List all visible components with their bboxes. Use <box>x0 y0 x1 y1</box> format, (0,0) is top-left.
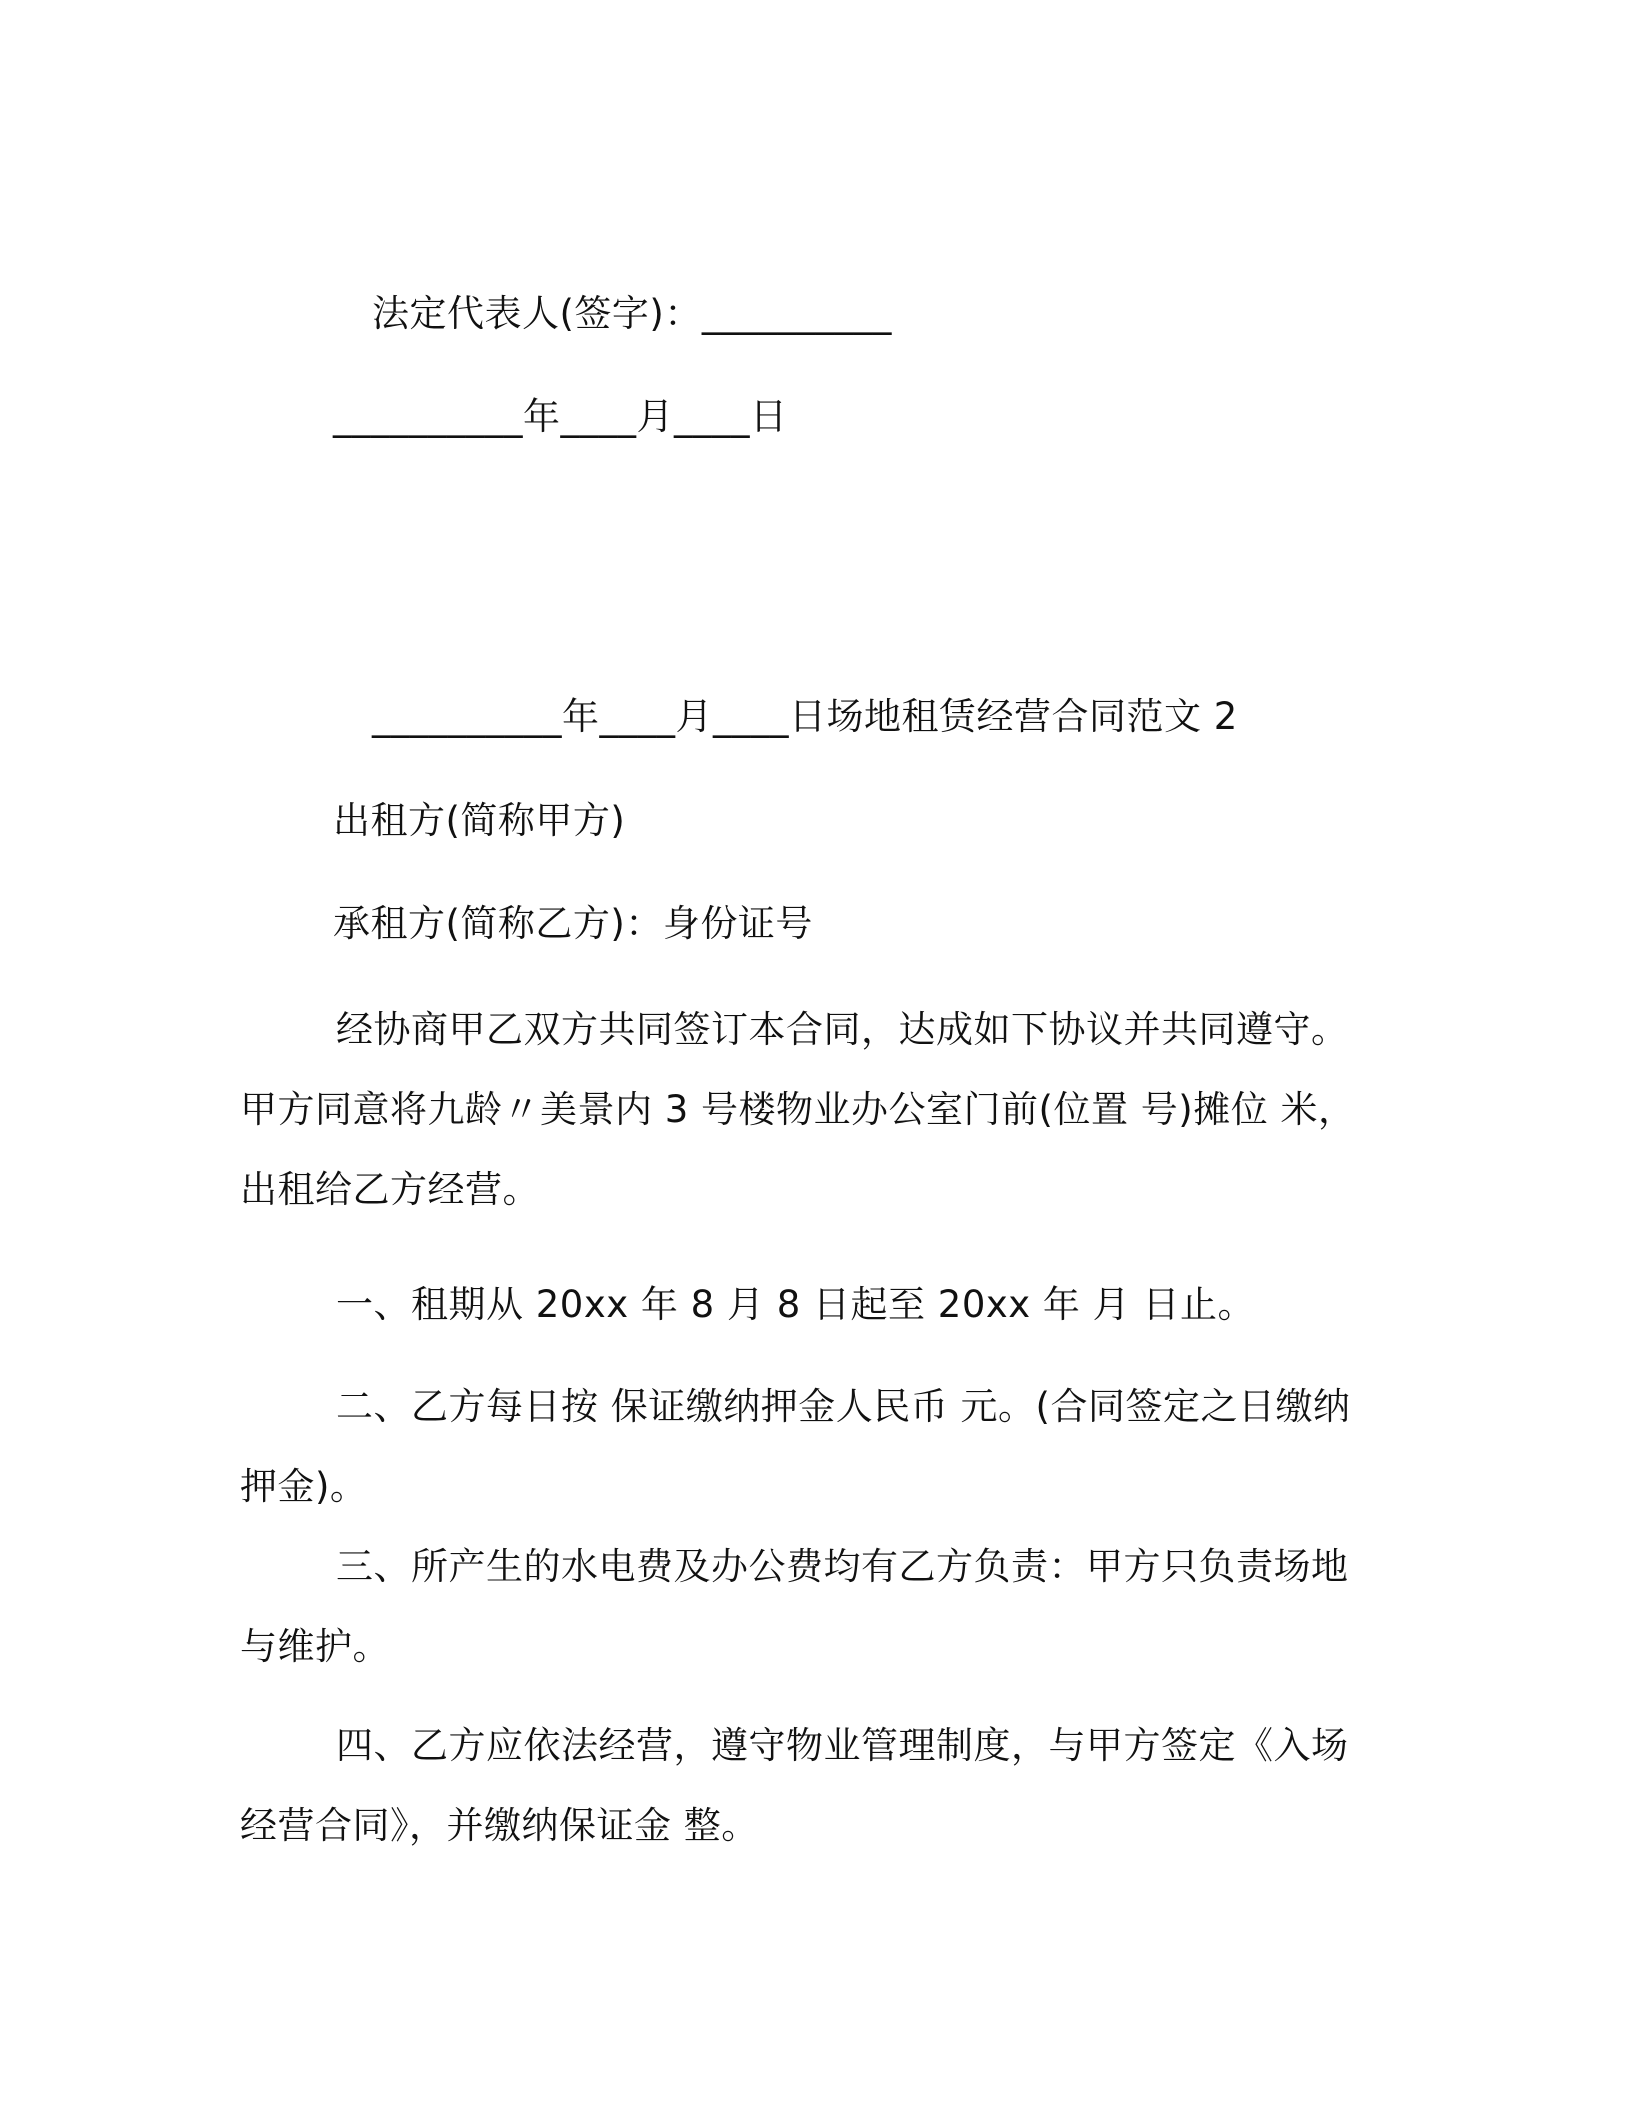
clause-1: 一、租期从 20xx 年 8 月 8 日起至 20xx 年 月 日止。 <box>336 1283 1255 1326</box>
clause-2: 二、乙方每日按 保证缴纳押金人民币 元。(合同签定之日缴纳押金)。 <box>240 1385 1351 1508</box>
intro-paragraph: 经协商甲乙双方共同签订本合同，达成如下协议并共同遵守。甲方同意将九龄〃美景内 3 号楼物业办公室门前(位置 号)摊位 米，出租给乙方经营。 <box>240 1008 1356 1211</box>
clause-3: 三、所产生的水电费及办公费均有乙方负责：甲方只负责场地与维护。 <box>240 1545 1349 1668</box>
signature-date-line: __________年____月____日 <box>333 395 788 438</box>
contract-section-title: __________年____月____日场地租赁经营合同范文 2 <box>372 695 1238 738</box>
lessee-line: 承租方(简称乙方)：身份证号 <box>333 902 813 945</box>
clause-4: 四、乙方应依法经营，遵守物业管理制度，与甲方签定《入场经营合同》，并缴纳保证金 整。 <box>240 1724 1349 1847</box>
legal-representative-signature-line: 法定代表人(签字)：__________ <box>372 292 892 335</box>
lessor-line: 出租方(简称甲方) <box>333 799 626 842</box>
